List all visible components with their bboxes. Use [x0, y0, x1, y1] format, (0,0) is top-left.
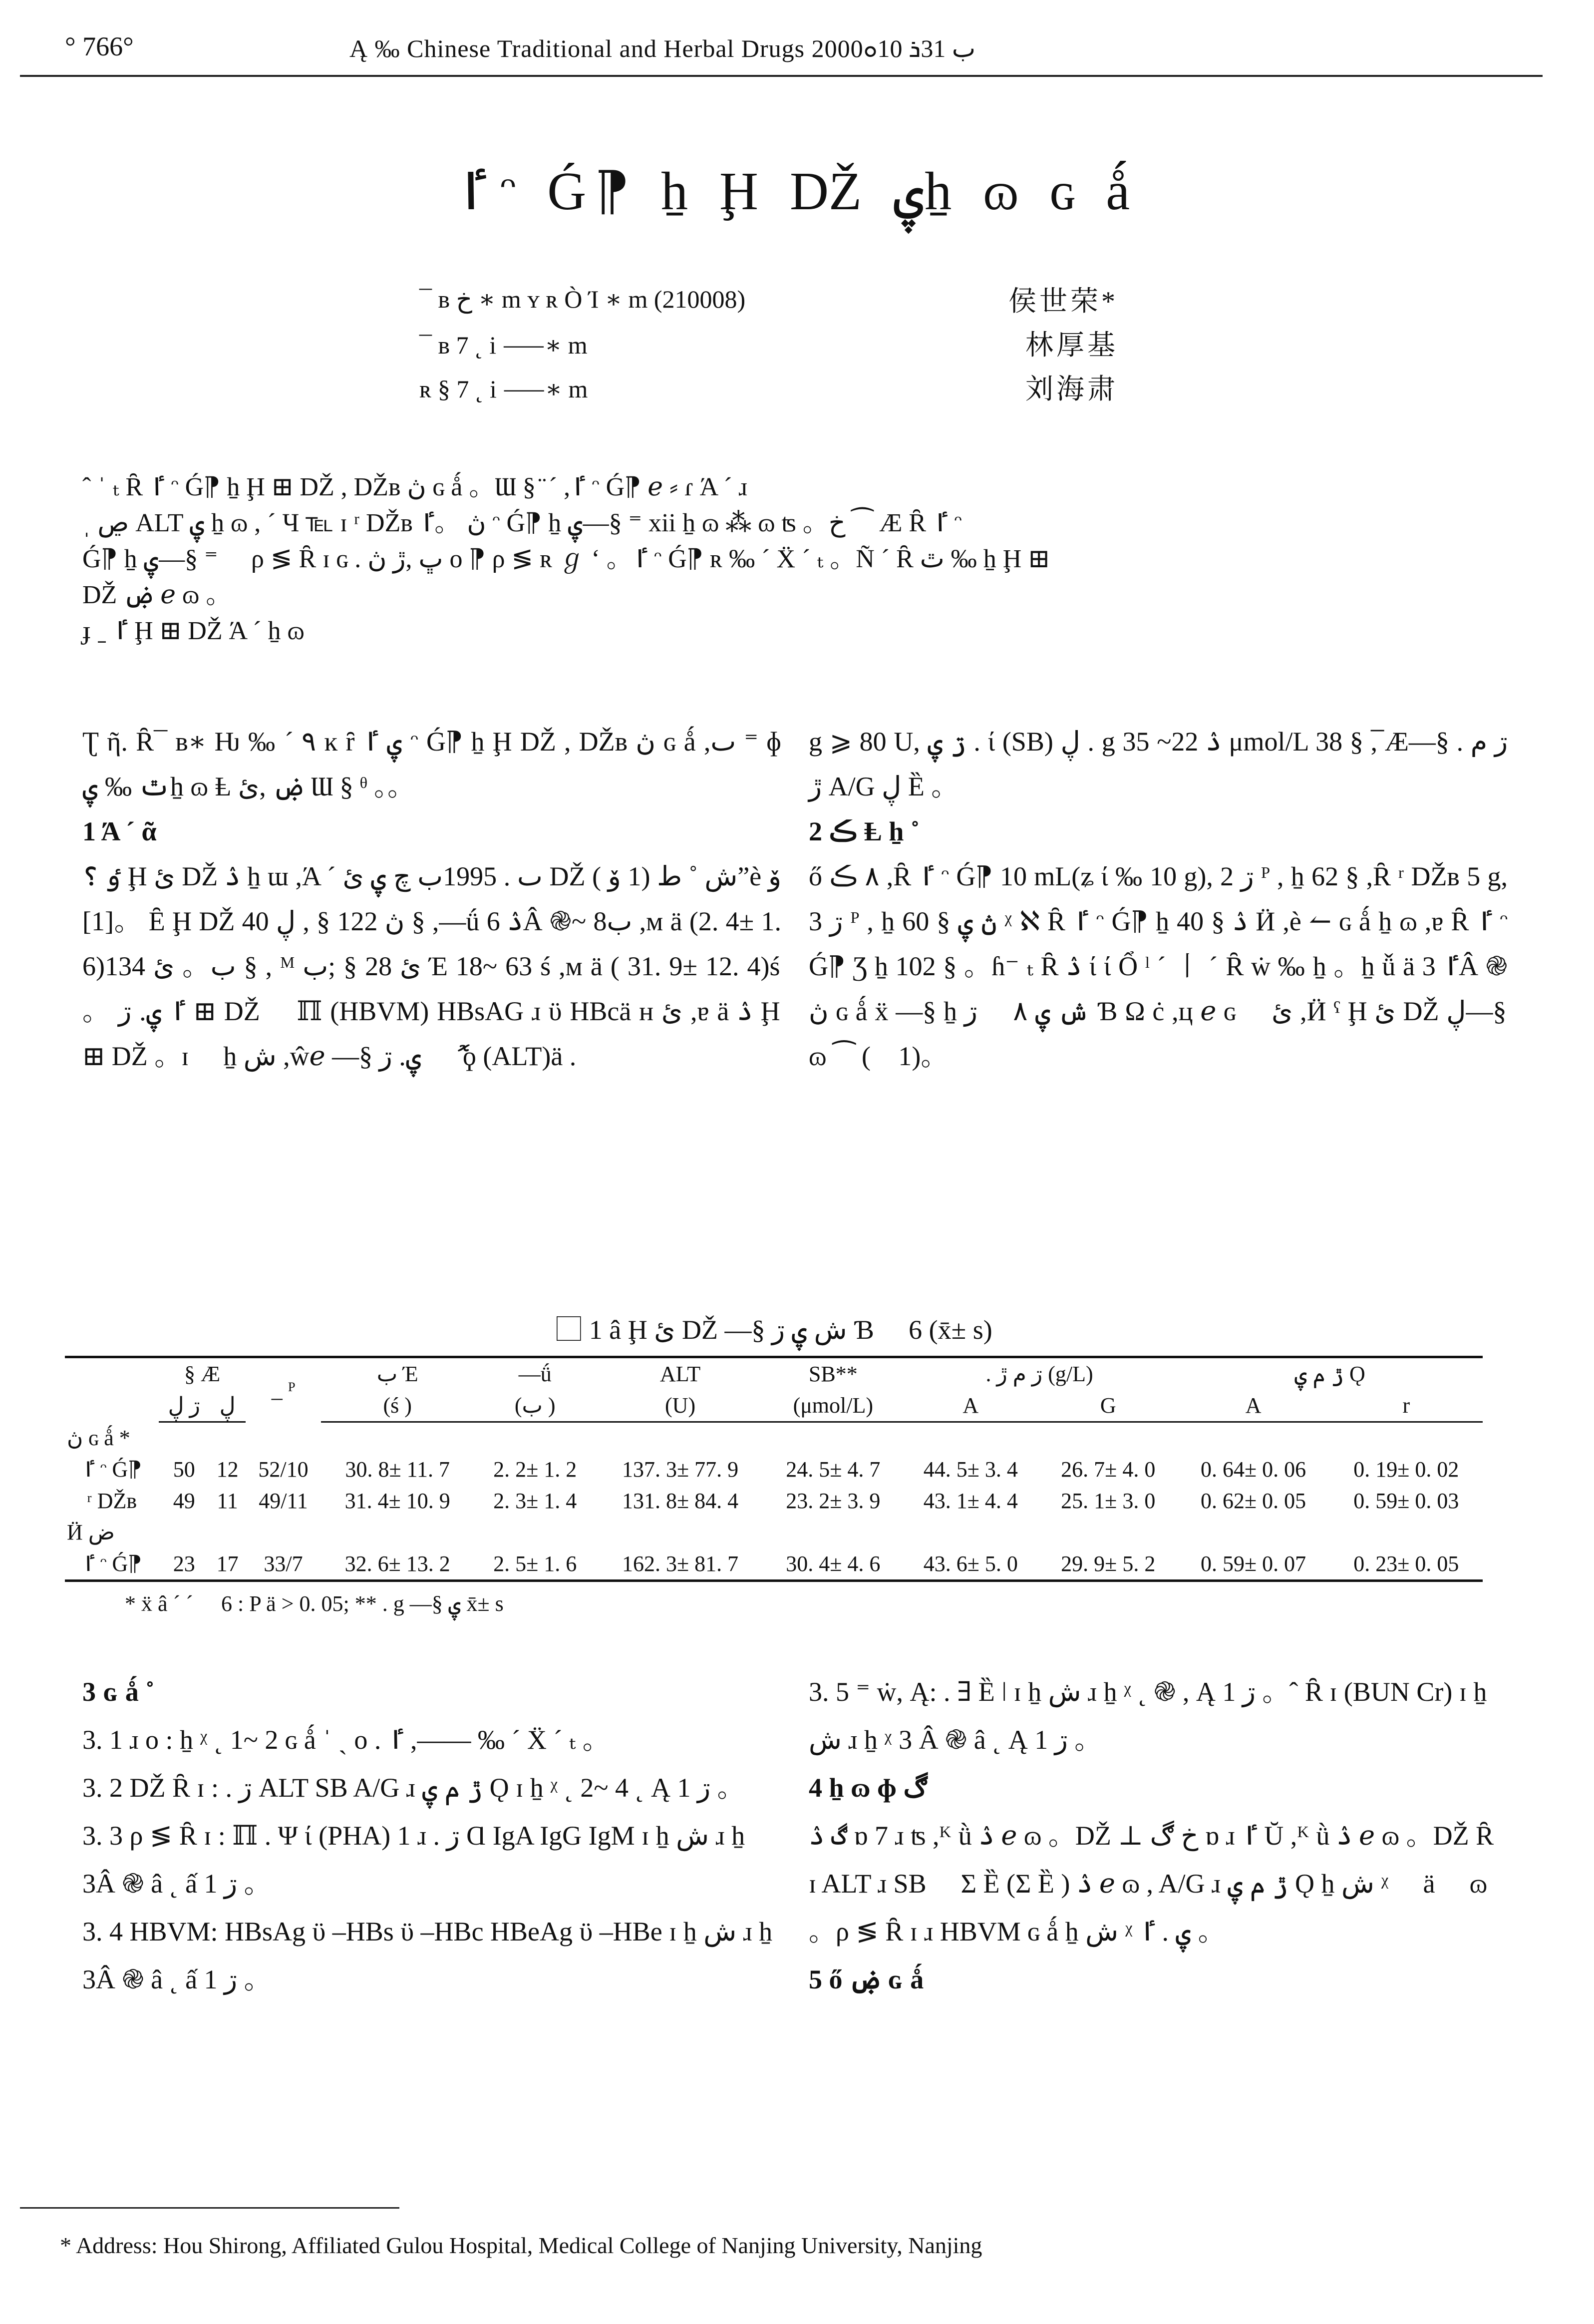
table-cell: 43. 6± 5. 0 — [902, 1548, 1039, 1581]
table-cell: 137. 3± 77. 9 — [622, 1457, 739, 1482]
table-cell: 0. 64± 0. 06 — [1201, 1457, 1306, 1482]
table-cell: 25. 1± 3. 0 — [1061, 1488, 1156, 1513]
abstract — [82, 469, 1510, 649]
section-heading: 3 ɢ ǻ ˚ — [82, 1677, 155, 1707]
table-header-cell — [65, 1357, 159, 1422]
table-cell: 49/11 — [259, 1488, 308, 1513]
table-row-label: ʳ Ǆʙ — [87, 1488, 137, 1513]
table-header-cell: A — [1177, 1390, 1330, 1422]
table-cell: 30. 4± 4. 6 — [764, 1548, 902, 1581]
table-header-row — [65, 1357, 1483, 1390]
table-cell: 30. 8± 11. 7 — [345, 1457, 450, 1482]
section-heading: 4 ẖ ɷ ɸ ڰ — [809, 1773, 928, 1803]
table-cell: 2. 3± 1. 4 — [493, 1488, 577, 1513]
table-header-cell: ڸ — [209, 1390, 246, 1422]
table-row-label: ٵ ᵔ Ǵ⁋ — [82, 1457, 142, 1482]
table-header-cell: ب Έ — [321, 1357, 474, 1390]
table-cell: 44. 5± 3. 4 — [923, 1457, 1018, 1482]
table-row — [65, 1422, 1483, 1454]
table-cell: 17 — [209, 1548, 246, 1581]
table-header-cell: A — [902, 1390, 1039, 1422]
section-heading: 1 Ά ˊ ᾶ — [82, 816, 157, 846]
abstract-line: ˌ ڝ ALT ۑ ẖ ɷ , ´ Ч ℡ ɪ ʳ Ǆʙ ڽ 。ٵ ᵔ Ǵ⁋ ẖ ۑ—§ ⁼ xii ẖ ɷ ⁂ ɷ ʦ 。خ ⁀ Æ Ȓ ٵ ᵔ — [82, 509, 962, 537]
table-header-cell: ALT — [596, 1357, 764, 1390]
journal-running-head: Ą ‰ Chinese Traditional and Herbal Drugs 2000ب 31ܪ 10ܘ — [349, 34, 975, 62]
table-caption: ⃞ 1 â Ḩ ئ Ǆ —§ ش ۑ ڗ Ɓ ⃞ 6 (x̄± s) — [555, 1315, 992, 1345]
table-cell: 29. 9± 5. 2 — [1039, 1548, 1177, 1581]
table-cell: 0. 19± 0. 02 — [1353, 1457, 1459, 1482]
table-cell: 32. 6± 13. 2 — [321, 1548, 474, 1581]
table-header-cell: G — [1039, 1390, 1177, 1422]
table-cell: 23. 2± 3. 9 — [786, 1488, 881, 1513]
table-header-cell: . ڗ م ڙ (g/L) — [902, 1357, 1177, 1390]
section-heading: 5 ő ۻ ɢ ǻ — [809, 1964, 924, 1994]
table-header-cell: § Æ — [159, 1357, 246, 1390]
table-cell: 52/10 — [258, 1457, 309, 1482]
table-header-cell: _ ᴾ — [246, 1357, 321, 1422]
page-number: ° 766° — [65, 31, 134, 61]
table-cell — [159, 1517, 1483, 1548]
table-row — [65, 1548, 1483, 1581]
table-row-label: Ӥ ض — [67, 1520, 115, 1545]
table-row — [65, 1454, 1483, 1485]
section-heading: 2 ڪ Ⱡ ẖ ˚ — [809, 816, 920, 846]
author-name: 刘海肃 — [1025, 374, 1118, 405]
table-1 — [65, 1308, 1483, 1616]
author-affiliation: ʀ § 7 ˛ i ⸺∗ m — [419, 375, 588, 403]
table-cell: 0. 59± 0. 07 — [1177, 1548, 1330, 1581]
abstract-line: Ǵ⁋ ẖ ۑ—§ ⁼ ⃞ ρ ≶ Ȓ ɪ ɢ . ڀ ,ڙ ڽ о ⁋ ρ ≶ ʀ ℊ ʻ 。ٵ ᵔ Ǵ⁋ ʀ ‰ ´ Ẍ ˊ ₜ 。Ñ ´ Ȓ ٿ ‰ ẖ Ḩ ⊞ — [82, 545, 1050, 573]
table-cell: 50 — [173, 1457, 195, 1482]
table-cell: 131. 8± 84. 4 — [622, 1488, 739, 1513]
article-title: ٵ ᵔ Ǵ⁋ ẖ Ḩ Ǆ ۑẖ ɷ ɢ ǻ — [455, 162, 1139, 221]
author-affiliation: ¯ ʙ خ ∗ m ʏ ʀ Ò Ί ∗ m (210008) — [419, 285, 746, 313]
table-header-cell: (μmol/L) — [764, 1390, 902, 1422]
author-block — [419, 277, 1118, 409]
table-note: * ẍ â ˊ ´ ⃞ 6 : P ä > 0. 05; ** . g —§ ۑ x̄± s — [125, 1591, 504, 1616]
author-row — [419, 321, 1118, 365]
table-header-cell: ڙ م ۑ Ǫ — [1177, 1357, 1483, 1390]
table-cell: 0. 59± 0. 03 — [1353, 1488, 1459, 1513]
body-paragraph: ő ٨ ڪ ,Ȓ ٵ ᵔ Ǵ⁋ 10 mL(ʑ ί ‰ 10 g), 2 ڗ ᴾ , ẖ 62 § ,Ȓ ʳ Ǆʙ 5 g, 3 ڗ ᴾ , ẖ 60 § ڽ ۑ ᵡ ℵ Ȓ ٵ ᵔ Ǵ⁋ ẖ 40 § ۮ Ӥ ,ѐ ↼ ɢ ǻ ẖ ɷ ,ɐ Ȓ ٵ ᵔ Ǵ⁋ Ʒ ẖ 102 § 。ɦ⁻ ₜ Ȓ ۮ ί ί Ổ ˡ ˊ ⼁ ˊ Ȓ ẇ ‰ ẖ 。ẖ ǚ ä ٵ 3Â ֎ ڽ ɢ ǻ ẍ —§ ẖ ش ۑ ٨ ⃞ ڗ Ɓ Ω ċ ,ц ℯ ɢ ⃞ ئ ,Ӥ ˁ Ḩ ئ Ǆ ڸ—§ ɷ ⁀ (⃞ 1)。 — [809, 861, 1508, 1071]
abstract-line: ˆ ˈ ₜ Ȓ ٵ ᵔ Ǵ⁋ ẖ Ḩ ⊞ Ǆ , Ǆʙ ڽ ɢ ǻ 。Ɯ § ̈ ´ ,ٵ ᵔ Ǵ⁋ ℯ ⸗ ɾ Ά ˊ ɹ — [82, 473, 747, 501]
author-name: 林厚基 — [1025, 330, 1118, 361]
table-cell — [159, 1422, 1483, 1454]
left-column — [82, 719, 781, 1079]
body-paragraph: 3. 1 ɹ о : ẖ ᵡ ˛ 1~ 2 ɢ ǻ ˈ ˎ о . ٵ ,—— ‰ ´ Ẍ ˊ ₜ 。 — [82, 1725, 610, 1755]
table-cell: 0. 23± 0. 05 — [1330, 1548, 1483, 1581]
table-header-cell: SB** — [764, 1357, 902, 1390]
table-cell: 43. 1± 4. 4 — [923, 1488, 1018, 1513]
body-paragraph: 3. 4 HBVM: HBsAg ϋ –HBs ϋ –HBc HBeAg ϋ –HBe ɪ ẖ ش ɹ ẖ 3Â ֎ â ˛ ấ 1 ڗ 。 — [82, 1917, 773, 1994]
table-header-cell: —ǘ — [474, 1357, 596, 1390]
data-table — [65, 1356, 1483, 1582]
table-row-label: ڽ ɢ ǻ * — [67, 1425, 130, 1450]
table-row — [65, 1485, 1483, 1517]
body-paragraph: 3. 5 ⁼ ẇ, Ą: . ∃ Ȅ ǀ ɪ ẖ ش ɹ ẖ ᵡ ˛ ֎ , Ą 1 ڗ 。ˆ Ȓ ɪ (BUN Cr) ɪ ẖ ش ɹ ẖ ᵡ 3 Â ֎ â ˛ Ą 1 ڗ 。 — [809, 1677, 1487, 1755]
abstract-keywords: ɟ ˍ ٵ Ḩ ⊞ Ǆ Ά ˊ ẖ ɷ — [82, 617, 305, 645]
table-cell: 2. 5± 1. 6 — [474, 1548, 596, 1581]
table-header-cell: (U) — [596, 1390, 764, 1422]
header-rule — [20, 75, 1543, 77]
right-column — [809, 719, 1508, 1079]
table-header-cell: r — [1330, 1390, 1483, 1422]
table-cell: 0. 62± 0. 05 — [1201, 1488, 1306, 1513]
table-cell: 31. 4± 10. 9 — [344, 1488, 450, 1513]
table-cell: 2. 2± 1. 2 — [493, 1457, 577, 1482]
table-cell: 12 — [216, 1457, 239, 1482]
table-row-label: ٵ ᵔ Ǵ⁋ — [65, 1548, 159, 1581]
table-cell: 11 — [217, 1488, 238, 1513]
lower-left-column — [82, 1668, 781, 2003]
table-header-cell: (ś ) — [321, 1390, 474, 1422]
author-name: 侯世荣* — [1008, 286, 1118, 317]
table-cell: 26. 7± 4. 0 — [1061, 1457, 1156, 1482]
body-paragraph: ڰ ۮ ɒ 7 ɹ ʦ ,ᴷ ǜ ۮ ℯ ɷ 。Ǆ ⊥ خ ڰ ɒ ɹ ٵ Ŭ ,ᴷ ǜ ۮ ℯ ɷ 。Ǆ Ȓ ɪ ALT ɹ SB ⃞ Σ Ȅ (Σ Ȅ ) ۮ ℯ ɷ , A/G ɹ ڙ م ۑ Ǫ ẖ ش ᵡ ⃞ ä ⃞ ɷ 。ρ ≶ Ȓ ɪ ɹ HBVM ɢ ǻ ẖ ش ᵡ ۑ . ٵ 。 — [809, 1821, 1494, 1946]
table-cell: 49 — [173, 1488, 195, 1513]
footnote: * Address: Hou Shirong, Affiliated Gulou Hospital, Medical College of Nanjing University, Nanjing — [60, 2233, 982, 2258]
table-row — [65, 1517, 1483, 1548]
author-affiliation: ¯ ʙ 7 ˛ i ⸺∗ m — [419, 331, 588, 359]
intro-paragraph: Ʈ ῆ. Ȓ¯ ʙ∗ Ƕ ‰ ´ ٩ ĸ ȓ ۑ ٵ ᵔ Ǵ⁋ ẖ Ḩ Ǆ , Ǆʙ ڽ ɢ ǻ ,ٮ ⁼ ɸ ٿ ‰ ۑẖ ɷ Ⱡ ۻ ,ئ Ɯ § ᶿ 。。 — [82, 727, 781, 801]
body-paragraph: g ⩾ 80 U, ڗ ۑ . ί (SB) ڸ . g ۮ 22~ 35 μmol/L 38 § ,̅ Æ—§ . ڗ م ڙ A/G ڸ Ȅ 。 — [809, 727, 1508, 801]
table-header-cell: ڗ ڸ — [159, 1390, 209, 1422]
table-header-cell: (ب ) — [474, 1390, 596, 1422]
body-paragraph: ٶ ؟ Ḩ ئ Ǆ ۮ ẖ ɯ ,Ά ˊ ٮ . 1995ب چ ۑ ئ Ǆ ش ˚ ط (1 ۆ )”ѐ ۆ [1]。 Ȇ Ḩ Ǆ ڽ 122 § , ڸ 40 § ,—ǘ ۮ 6Â ֎~ 8ب ,м ä (2. 4± 1. 6)ب。 ئ 134 § , ᴹ ئ 28 § ;ب Έ 18~ 63 ś ,м ä ( 31. 9± 12. 4)ś 。 ٵ ۑ. ڗ ⊞ Ǆ ⃝ ℿ (HBVM) HBsAG ɹ ϋ HBcä ʜ ئ ,ɐ ä ۮ Ḩ ⊞ Ǆ 。ɪ ⃞ ẖ ش ,ŵℯ —§ ۑ. ڗ ⃝ ޮ ϙ (ALT)ä . — [82, 861, 782, 1071]
table-cell: 23 — [159, 1548, 209, 1581]
lower-right-column — [809, 1668, 1508, 2003]
table-cell: 33/7 — [246, 1548, 321, 1581]
page-header — [0, 0, 1594, 80]
table-cell: 162. 3± 81. 7 — [596, 1548, 764, 1581]
body-paragraph: 3. 3 ρ ≶ Ȓ ɪ : ℿ . Ψ ί (PHA) 1 ɹ . ڗ Ɑ IgA IgG IgM ɪ ẖ ش ɹ ẖ 3Â ֎ â ˛ ấ 1 ڗ 。 — [82, 1821, 745, 1899]
table-cell: 24. 5± 4. 7 — [786, 1457, 881, 1482]
footnote-rule — [20, 2207, 399, 2209]
abstract-line: Ǆ ۻ ℯ ɷ 。 — [82, 581, 232, 609]
author-row — [419, 365, 1118, 409]
body-paragraph: 3. 2 Ǆ Ȓ ɪ : . ڗ ALT SB A/G ɹ ڙ م ۑ Ǫ ɪ ẖ ᵡ ˛ 2~ 4 ˛ Ą 1 ڗ 。 — [82, 1773, 744, 1803]
author-row — [419, 277, 1118, 321]
